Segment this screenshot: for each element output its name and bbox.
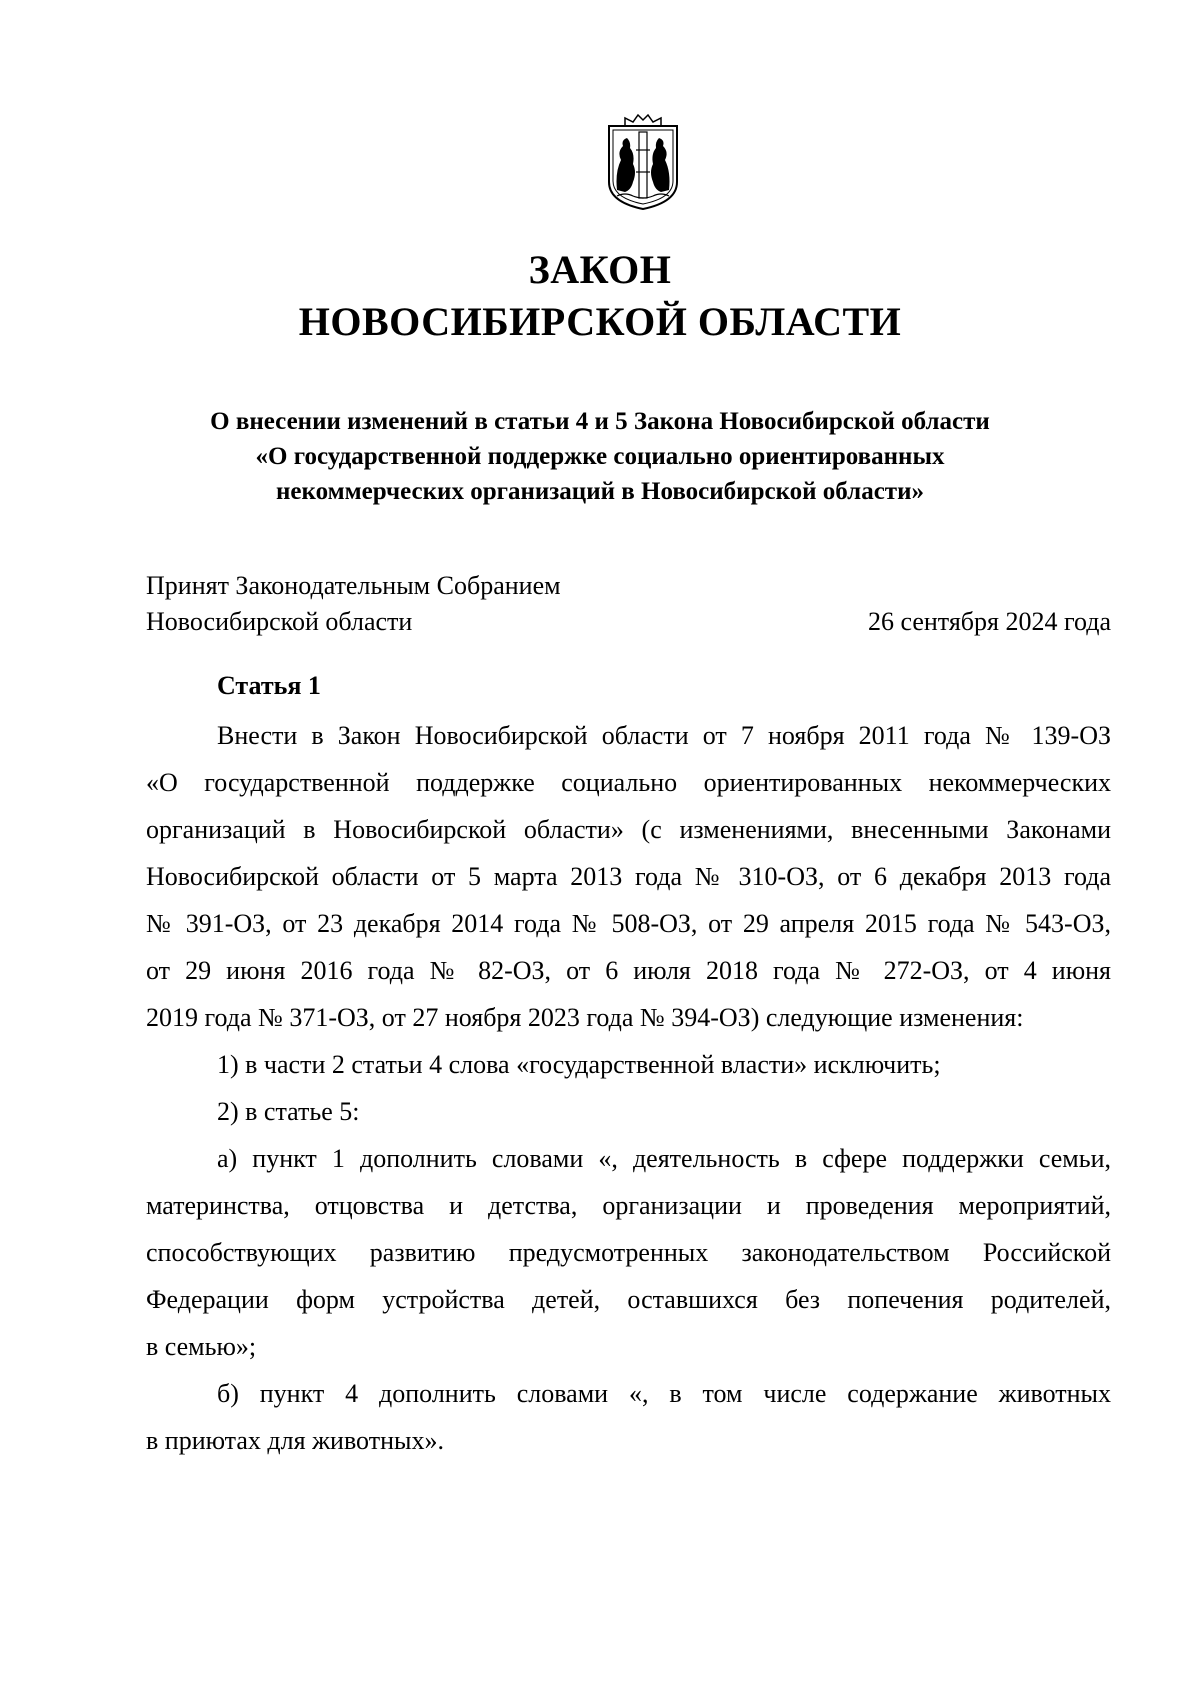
sub-item-a-line: материнства, отцовства и детства, организации и проведения мероприятий, (146, 1191, 1111, 1220)
paragraph-line: «О государственной поддержке социально ориентированных некоммерческих (146, 768, 1111, 797)
paragraph-line: Внести в Закон Новосибирской области от 7 ноября 2011 года № 139-ОЗ (217, 721, 1111, 750)
document-subject-line-2: «О государственной поддержке социально ориентированных (255, 443, 945, 470)
sub-item-a-line: способствующих развитию предусмотренных законодательством Российской (146, 1238, 1111, 1267)
list-item-1: 1) в части 2 статьи 4 слова «государственной власти» исключить; (217, 1050, 941, 1079)
sub-item-b-line: в приютах для животных». (146, 1426, 444, 1455)
document-subject-line-3: некоммерческих организаций в Новосибирской области» (276, 478, 924, 505)
list-item-2: 2) в статье 5: (217, 1097, 360, 1126)
paragraph-line: от 29 июня 2016 года № 82-ОЗ, от 6 июля 2018 года № 272-ОЗ, от 4 июня (146, 956, 1111, 985)
paragraph-line: 2019 года № 371-ОЗ, от 27 ноября 2023 года № 394-ОЗ) следующие изменения: (146, 1003, 1024, 1032)
paragraph-line: № 391-ОЗ, от 23 декабря 2014 года № 508-ОЗ, от 29 апреля 2015 года № 543-ОЗ, (146, 909, 1111, 938)
coat-of-arms-icon (603, 112, 683, 212)
adoption-body-line-2: Новосибирской области (146, 607, 413, 636)
document-title-line-2: НОВОСИБИРСКОЙ ОБЛАСТИ (298, 299, 902, 344)
sub-item-a-line: в семью»; (146, 1332, 257, 1361)
sub-item-a-line: Федерации форм устройства детей, оставшихся без попечения родителей, (146, 1285, 1111, 1314)
adoption-date: 26 сентября 2024 года (867, 607, 1111, 636)
article-heading: Статья 1 (217, 671, 321, 700)
paragraph-line: Новосибирской области от 5 марта 2013 года № 310-ОЗ, от 6 декабря 2013 года (146, 862, 1111, 891)
sub-item-a-line: а) пункт 1 дополнить словами «, деятельность в сфере поддержки семьи, (217, 1144, 1111, 1173)
paragraph-line: организаций в Новосибирской области» (с изменениями, внесенными Законами (146, 815, 1111, 844)
adoption-body-line-1: Принят Законодательным Собранием (146, 571, 561, 600)
document-subject-line-1: О внесении изменений в статьи 4 и 5 Закона Новосибирской области (210, 408, 990, 435)
sub-item-b-line: б) пункт 4 дополнить словами «, в том числе содержание животных (217, 1379, 1111, 1408)
document-title-line-1: ЗАКОН (528, 247, 672, 292)
